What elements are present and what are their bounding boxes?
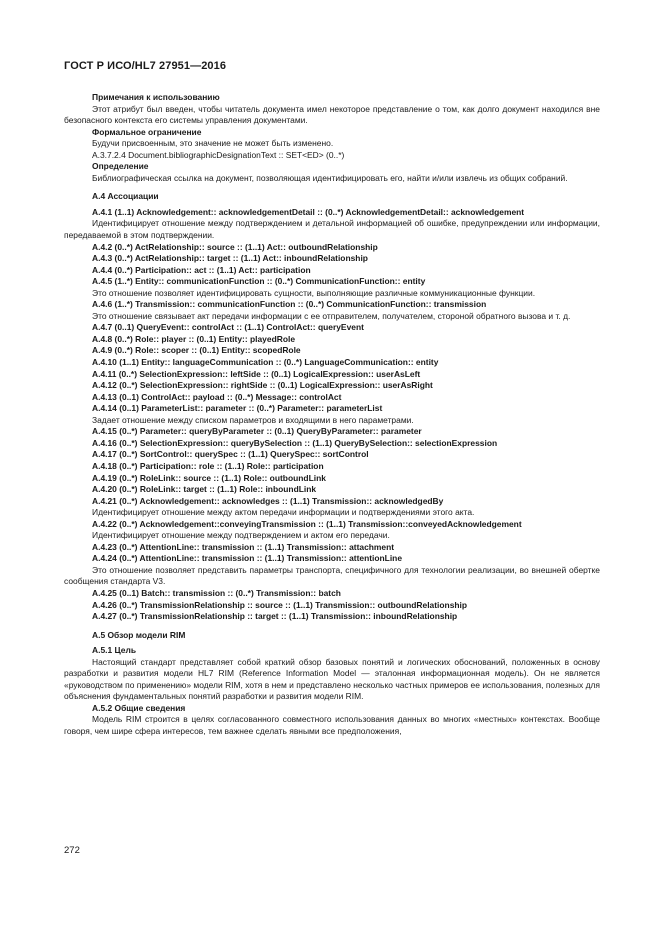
paragraph: Этот атрибут был введен, чтобы читатель документа имел некоторое представление о том, как долго документ находился вне безопасного контекста его системы управления документами. [64,103,600,126]
section-heading: A.4.15 (0..*) Parameter:: queryByParameter :: (0..1) QueryByParameter:: parameter [92,426,422,437]
paragraph: Модель RIM строится в целях согласованного совместного использования данных во многих «местных» контекстах. Вообще говоря, чем шире сфера интересов, тем важнее сделать явными все предположения, [64,714,600,736]
section-heading: A.4.16 (0..*) SelectionExpression:: queryBySelection :: (1..1) QueryBySelection:: selectionExpression [92,437,498,448]
paragraph: A.3.7.2.4 Document.bibliographicDesignationText :: SET<ED> (0..*) [92,149,345,160]
section-heading: A.4.14 (0..1) ParameterList:: parameter :: (0..*) Parameter:: parameterList [92,403,383,414]
section-heading: Формальное ограничение [92,126,202,137]
section-heading: A.5 Обзор модели RIM [92,629,186,640]
section-heading: A.4.5 (1..*) Entity:: communicationFunction :: (0..*) CommunicationFunction:: entity [92,276,426,287]
section-heading: A.4.9 (0..*) Role:: scoper :: (0..1) Entity:: scopedRole [92,345,301,356]
paragraph: Это отношение связывает акт передачи информации с ее отправителем, получателем, стороной обратного вызова и т. д. [92,310,571,321]
paragraph: Это отношение позволяет идентифицировать сущности, выполняющие различные коммуникационные функции. [92,287,536,298]
section-heading: A.4.17 (0..*) SortControl:: querySpec :: (1..1) QuerySpec:: sortControl [92,449,369,460]
paragraph: Идентифицирует отношение между актом передачи информации и подтверждениями этого акта. [92,507,475,518]
section-heading: A.4.20 (0..*) RoleLink:: target :: (1..1) Role:: inboundLink [92,484,317,495]
section-heading: Примечания к использованию [92,92,220,102]
section-heading: A.4.1 (1..1) Acknowledgement:: acknowledgementDetail :: (0..*) AcknowledgementDetail:: acknowledgement [92,206,525,217]
paragraph: Задает отношение между списком параметров и входящими в него параметрами. [92,414,414,425]
section-heading: Определение [92,161,149,172]
section-heading: A.4.22 (0..*) Acknowledgement::conveyingTransmission :: (1..1) Transmission::conveyedAcknowledgement [92,518,522,529]
page-number: 272 [64,845,80,856]
section-heading: A.5.1 Цель [92,645,137,656]
section-heading: A.4.13 (0..1) ControlAct:: payload :: (0..*) Message:: controlAct [92,391,342,402]
section-heading: A.4.24 (0..*) AttentionLine:: transmission :: (1..1) Transmission:: attentionLine [92,553,403,564]
document-header: ГОСТ Р ИСО/HL7 27951—2016 [64,60,227,72]
section-heading: A.5.2 Общие сведения [92,702,186,713]
section-heading: A.4.7 (0..1) QueryEvent:: controlAct :: (1..1) ControlAct:: queryEvent [92,322,364,333]
section-heading: A.4.2 (0..*) ActRelationship:: source :: (1..1) Act:: outboundRelationship [92,241,378,252]
paragraph: Будучи присвоенным, это значение не может быть изменено. [92,138,334,149]
section-heading: A.4.4 (0..*) Participation:: act :: (1..1) Act:: participation [92,264,311,275]
paragraph: Настоящий стандарт представляет собой краткий обзор базовых понятий и логических обоснований, положенных в основу разработки и развития модели HL7 RIM (Reference Information Model — эталонная информационная модель). Он не является «руководством по применению» модели RIM, хотя в нем и представлено несколько частных примеров ее использования, полезных для объяснения фундаментальных понятий разработки и развития модели RIM. [64,656,600,702]
paragraph: Библиографическая ссылка на документ, позволяющая идентифицировать его, найти и/или извлечь из общих собраний. [92,172,568,183]
document-body [64,92,600,738]
section-heading: A.4.8 (0..*) Role:: player :: (0..1) Entity:: playedRole [92,333,296,344]
section-heading: A.4 Ассоциации [92,191,159,202]
section-heading: A.4.3 (0..*) ActRelationship:: target :: (1..1) Act:: inboundRelationship [92,253,368,264]
paragraph: Идентифицирует отношение между подтверждением и актом его передачи. [92,530,390,541]
section-heading: A.4.23 (0..*) AttentionLine:: transmission :: (1..1) Transmission:: attachment [92,541,395,552]
section-heading: A.4.19 (0..*) RoleLink:: source :: (1..1) Role:: outboundLink [92,472,326,483]
section-heading: A.4.6 (1..*) Transmission:: communicationFunction :: (0..*) CommunicationFunction:: transmission [92,299,487,310]
paragraph: Это отношение позволяет представить параметры транспорта, специфичного для технологии реализации, во внешней обертке сообщения стандарта V3. [64,564,600,587]
section-heading: A.4.18 (0..*) Participation:: role :: (1..1) Role:: participation [92,460,324,471]
section-heading: A.4.10 (1..1) Entity:: languageCommunication :: (0..*) LanguageCommunication:: entity [92,357,439,368]
section-heading: A.4.12 (0..*) SelectionExpression:: rightSide :: (0..1) LogicalExpression:: userAsRight [92,380,433,391]
paragraph: Идентифицирует отношение между подтверждением и детальной информацией об ошибке, предупреждении или информации, передаваемой в этом подтверждении. [64,218,600,241]
section-heading: A.4.27 (0..*) TransmissionRelationship :: target :: (1..1) Transmission:: inboundRelationship [92,611,458,622]
section-heading: A.4.25 (0..1) Batch:: transmission :: (0..*) Transmission:: batch [92,587,341,598]
section-heading: A.4.11 (0..*) SelectionExpression:: leftSide :: (0..1) LogicalExpression:: userAsLeft [92,368,421,379]
section-heading: A.4.21 (0..*) Acknowledgement:: acknowledges :: (1..1) Transmission:: acknowledgedBy [92,495,444,506]
section-heading: A.4.26 (0..*) TransmissionRelationship :: source :: (1..1) Transmission:: outboundRelationship [92,599,468,610]
